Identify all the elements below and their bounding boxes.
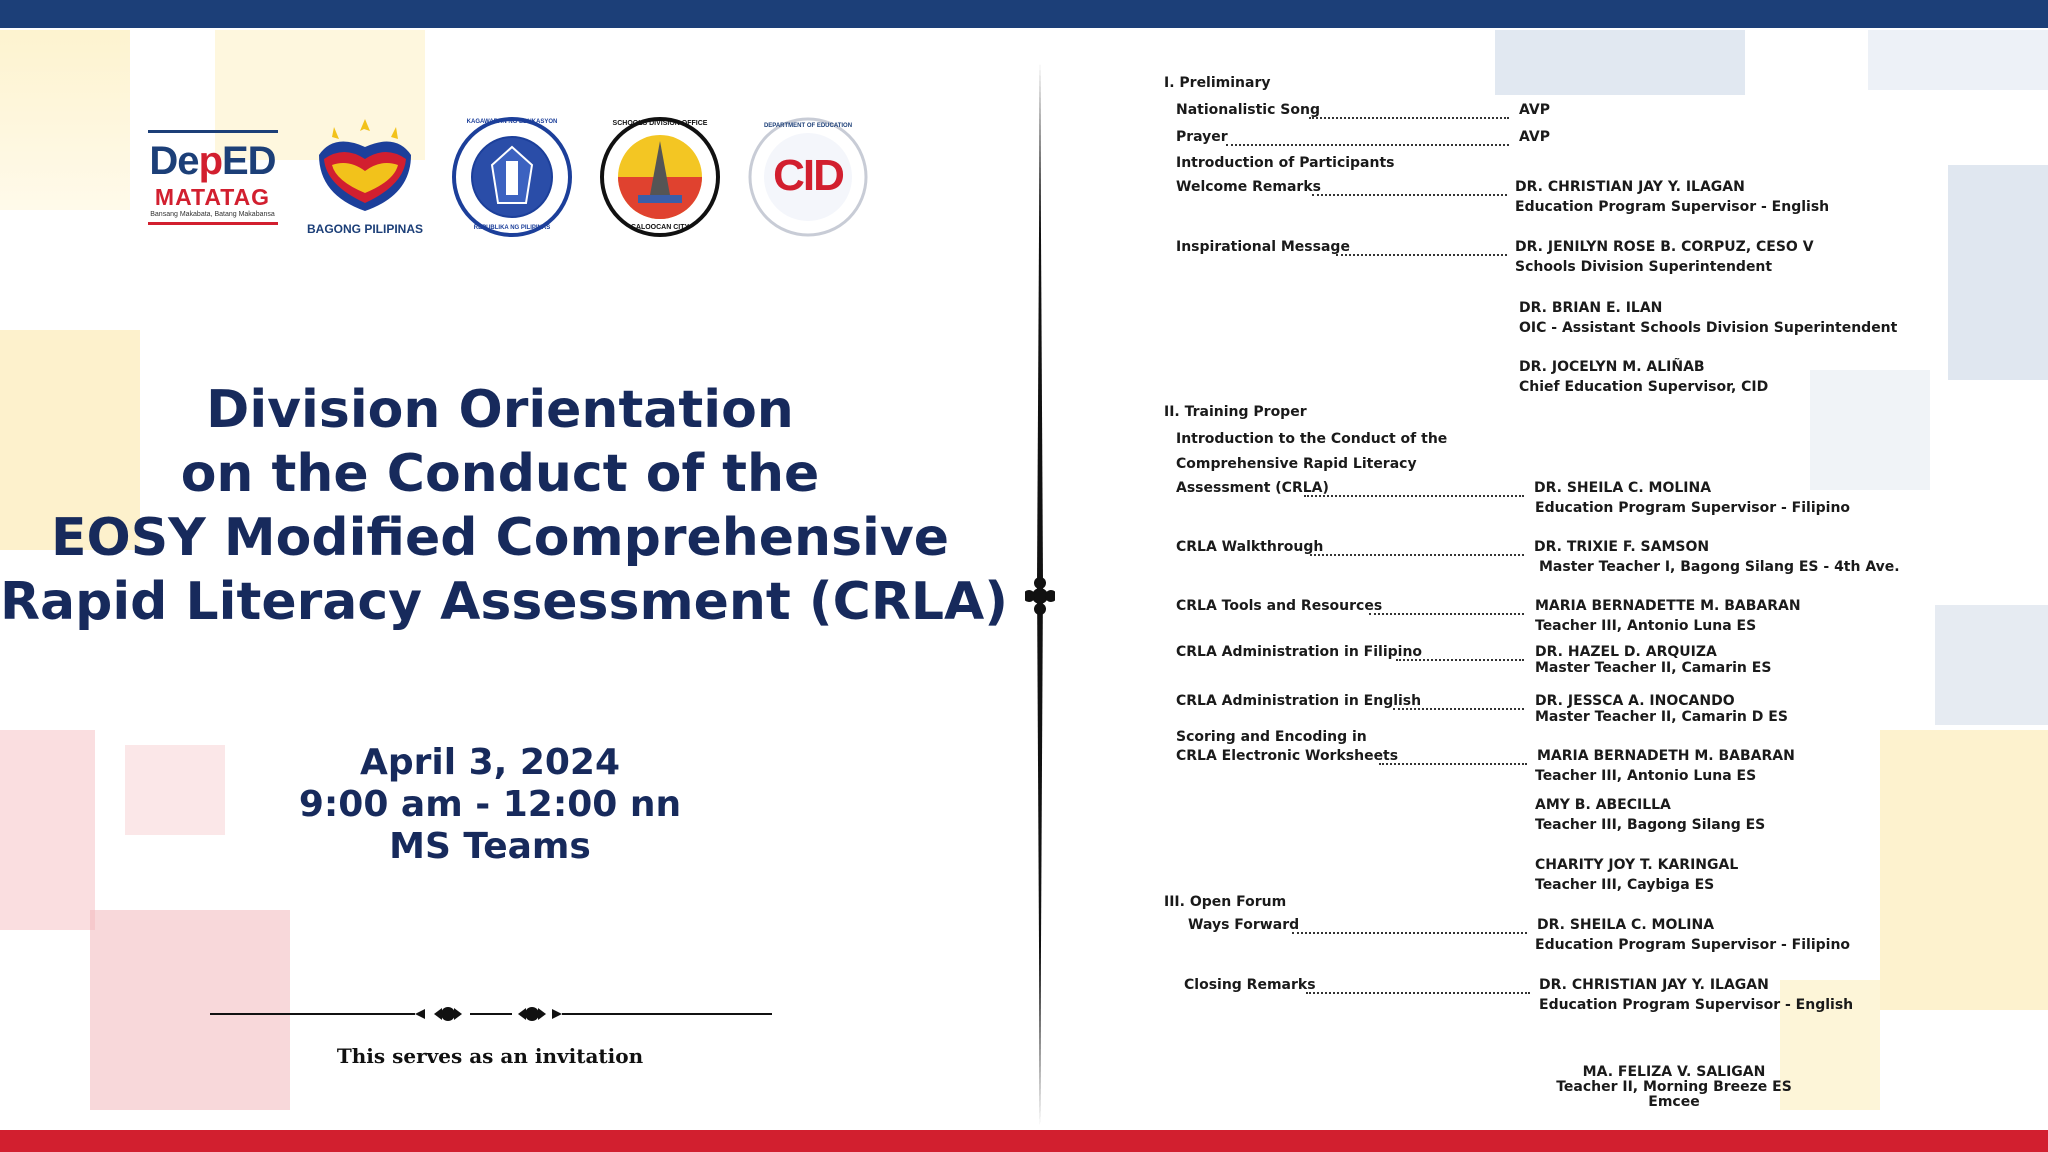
- item-label: CRLA Administration in English: [1176, 693, 1422, 709]
- leader-dots: [1369, 613, 1524, 615]
- bottom-color-bar: [0, 1130, 2048, 1152]
- presenter-role: Education Program Supervisor - Filipino: [1535, 937, 1851, 953]
- item-label: Introduction to the Conduct of the: [1176, 431, 1448, 447]
- leader-dots: [1306, 992, 1530, 994]
- matatag-wordmark: MATATAG: [154, 183, 271, 210]
- item-label: CRLA Walkthrough: [1176, 539, 1324, 555]
- deped-tagline: Bansang Makabata, Batang Makabansa: [150, 210, 275, 218]
- bagong-pilipinas-logo: [304, 115, 426, 239]
- deped-matatag-logo: [145, 115, 280, 239]
- item-label: Scoring and Encoding in: [1176, 729, 1367, 745]
- item-label: Assessment (CRLA): [1176, 480, 1329, 496]
- presenter-name: DR. CHRISTIAN JAY Y. ILAGAN: [1539, 977, 1769, 993]
- event-venue: MS Teams: [389, 826, 591, 867]
- item-label: Comprehensive Rapid Literacy: [1176, 456, 1417, 472]
- leader-dots: [1304, 495, 1524, 497]
- item-label: CRLA Administration in Filipino: [1176, 644, 1423, 660]
- emcee-title: Emcee: [1648, 1094, 1700, 1110]
- sdo-city-text: CALOOCAN CITY: [630, 224, 690, 231]
- deped-seal-logo: [450, 115, 574, 239]
- presenter-role: Teacher III, Antonio Luna ES: [1535, 768, 1757, 784]
- cid-ring-text: DEPARTMENT OF EDUCATION: [763, 123, 853, 129]
- presenter-name: DR. HAZEL D. ARQUIZA: [1535, 644, 1717, 660]
- presenter-name: DR. BRIAN E. ILAN: [1519, 300, 1663, 316]
- presenter-role: Education Program Supervisor - English: [1515, 199, 1830, 215]
- presenter-role: Schools Division Superintendent: [1515, 259, 1773, 275]
- sdo-ring-text: SCHOOLS DIVISION OFFICE: [612, 120, 708, 127]
- emcee-block: [1524, 1065, 1824, 1110]
- presenter-role: OIC - Assistant Schools Division Superintendent: [1519, 320, 1898, 336]
- presenter-name: DR. JOCELYN M. ALIÑAB: [1519, 359, 1705, 375]
- deped-wordmark: DepED: [149, 138, 276, 183]
- presenter-name: MARIA BERNADETH M. BABARAN: [1537, 748, 1795, 764]
- title-line: on the Conduct of the: [180, 444, 820, 504]
- presenter-role: Teacher III, Bagong Silang ES: [1535, 817, 1766, 833]
- title-line: EOSY Modified Comprehensive: [50, 508, 950, 568]
- presenter-name: DR. CHRISTIAN JAY Y. ILAGAN: [1515, 179, 1745, 195]
- item-presenter: AVP: [1519, 129, 1550, 145]
- presenter-name: DR. TRIXIE F. SAMSON: [1534, 539, 1710, 555]
- title-line: Division Orientation: [206, 380, 794, 440]
- leader-dots: [1312, 194, 1507, 196]
- item-presenter: AVP: [1519, 102, 1550, 118]
- cid-logo: [746, 115, 870, 239]
- item-label: Introduction of Participants: [1176, 155, 1395, 171]
- item-label: Nationalistic Song: [1176, 102, 1320, 118]
- leader-dots: [1226, 144, 1509, 146]
- decor-square: [0, 730, 95, 930]
- ornament-divider: [210, 996, 772, 1032]
- item-label: CRLA Tools and Resources: [1176, 598, 1383, 614]
- presenter-name: DR. JENILYN ROSE B. CORPUZ, CESO V: [1515, 239, 1814, 255]
- leader-dots: [1379, 763, 1527, 765]
- leader-dots: [1396, 659, 1524, 661]
- presenter-role: Master Teacher I, Bagong Silang ES - 4th Ave.: [1539, 559, 1900, 575]
- presenter-role: Chief Education Supervisor, CID: [1519, 379, 1769, 395]
- invitation-note: This serves as an invitation: [336, 1044, 644, 1068]
- event-title: [0, 378, 1009, 634]
- item-label: Inspirational Message: [1176, 239, 1350, 255]
- emcee-name: MA. FELIZA V. SALIGAN: [1582, 1064, 1766, 1080]
- presenter-role: Master Teacher II, Camarin ES: [1535, 660, 1772, 676]
- bagong-pilipinas-label: BAGONG PILIPINAS: [306, 222, 423, 236]
- presenter-role: Teacher III, Caybiga ES: [1535, 877, 1715, 893]
- event-date: April 3, 2024: [359, 742, 621, 783]
- top-color-bar: [0, 0, 2048, 28]
- leader-dots: [1309, 117, 1509, 119]
- section-preliminary: I. Preliminary: [1164, 75, 1271, 91]
- presenter-name: CHARITY JOY T. KARINGAL: [1535, 857, 1739, 873]
- item-label: Ways Forward: [1188, 917, 1300, 933]
- presenter-name: AMY B. ABECILLA: [1535, 797, 1671, 813]
- event-time: 9:00 am - 12:00 nn: [298, 784, 682, 825]
- section-training: II. Training Proper: [1164, 404, 1307, 420]
- item-label: Closing Remarks: [1184, 977, 1316, 993]
- event-schedule: [250, 742, 730, 868]
- presenter-role: Education Program Supervisor - English: [1539, 997, 1854, 1013]
- decor-square: [125, 745, 225, 835]
- emcee-role: Teacher II, Morning Breeze ES: [1556, 1079, 1792, 1095]
- deped-seal-bottom-text: REPUBLIKA NG PILIPINAS: [473, 225, 551, 231]
- leader-dots: [1393, 708, 1524, 710]
- presenter-name: MARIA BERNADETTE M. BABARAN: [1535, 598, 1801, 614]
- logo-strip: [145, 115, 870, 239]
- presenter-role: Education Program Supervisor - Filipino: [1535, 500, 1851, 516]
- deped-seal-ring-text: KAGAWARAN NG EDUKASYON: [466, 119, 558, 125]
- leader-dots: [1336, 254, 1507, 256]
- item-label: Prayer: [1176, 129, 1228, 145]
- title-line: Rapid Literacy Assessment (CRLA): [0, 572, 1009, 632]
- presenter-name: DR. SHEILA C. MOLINA: [1537, 917, 1715, 933]
- sdo-caloocan-logo: [598, 115, 722, 239]
- leader-dots: [1310, 554, 1524, 556]
- cid-letters: CID: [773, 151, 843, 200]
- leader-dots: [1292, 932, 1527, 934]
- item-label: CRLA Electronic Worksheets: [1176, 748, 1399, 764]
- decor-square: [0, 30, 130, 210]
- vertical-divider: [1025, 62, 1055, 1126]
- presenter-role: Teacher III, Antonio Luna ES: [1535, 618, 1757, 634]
- presenter-name: DR. JESSCA A. INOCANDO: [1535, 693, 1735, 709]
- program-list: [1164, 75, 2044, 1115]
- section-forum: III. Open Forum: [1164, 894, 1287, 910]
- presenter-name: DR. SHEILA C. MOLINA: [1534, 480, 1712, 496]
- presenter-role: Master Teacher II, Camarin D ES: [1535, 709, 1788, 725]
- item-label: Welcome Remarks: [1176, 179, 1321, 195]
